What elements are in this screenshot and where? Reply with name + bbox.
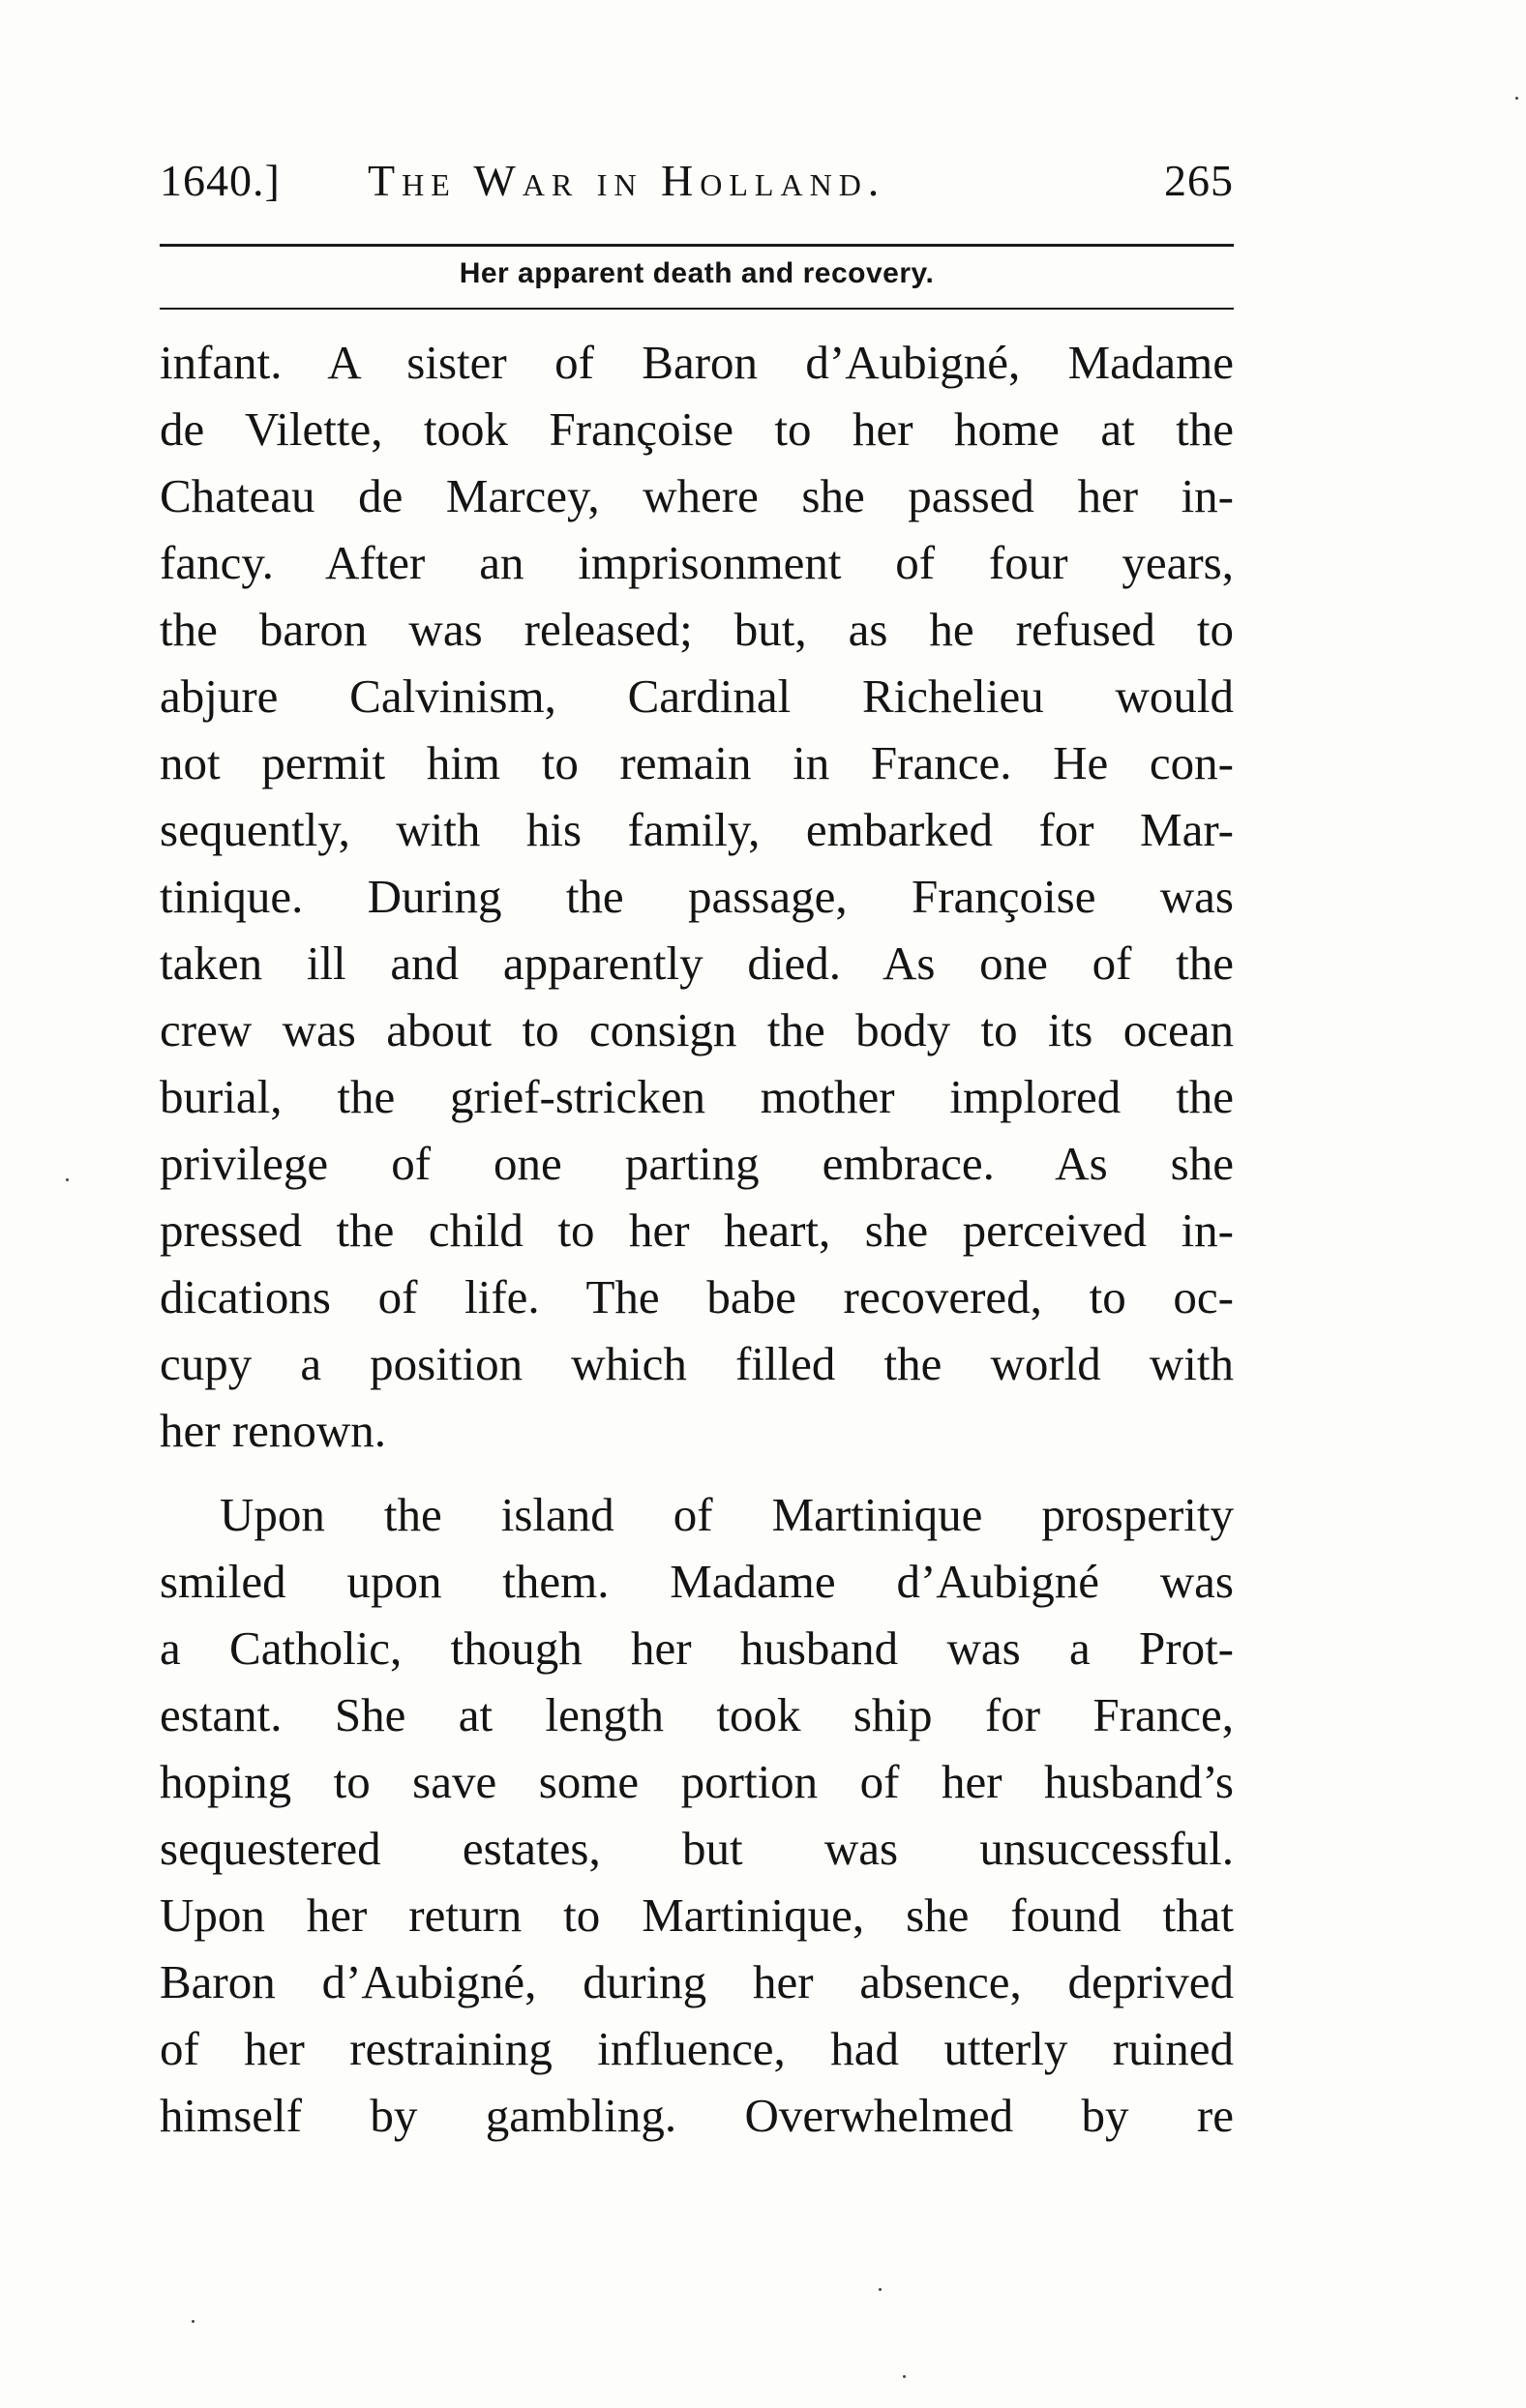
text-line: fancy. After an imprisonment of four years, xyxy=(160,536,1234,589)
text-line: of her restraining influence, had utterly ruined xyxy=(160,2022,1234,2075)
text-line: infant. A sister of Baron d’Aubigné, Madame xyxy=(160,336,1234,389)
text-line: taken ill and apparently died. As one of the xyxy=(160,936,1234,990)
running-header xyxy=(160,155,1234,223)
text-line: smiled upon them. Madame d’Aubigné was xyxy=(160,1555,1234,1608)
text-line: burial, the grief-stricken mother implored the xyxy=(160,1070,1234,1123)
page-number: 265 xyxy=(1164,156,1234,205)
text-line: a Catholic, though her husband was a Prot- xyxy=(160,1621,1234,1675)
text-line: Upon the island of Martinique prosperity xyxy=(220,1488,1234,1541)
text-line: tinique. During the passage, Françoise was xyxy=(160,870,1234,923)
header-rule xyxy=(160,244,1234,247)
text-line: dications of life. The babe recovered, to oc- xyxy=(160,1270,1234,1323)
header-title: The War in Holland. xyxy=(368,156,886,205)
text-line: abjure Calvinism, Cardinal Richelieu would xyxy=(160,669,1234,723)
paper-speck xyxy=(879,2288,882,2291)
text-line: Chateau de Marcey, where she passed her in- xyxy=(160,469,1234,522)
paper-speck xyxy=(1515,97,1518,100)
paper-speck xyxy=(192,2320,194,2323)
paragraph-gap xyxy=(160,1464,1234,1481)
paper-speck xyxy=(66,1178,69,1181)
text-line: crew was about to consign the body to its ocean xyxy=(160,1003,1234,1056)
text-line: estant. She at length took ship for France, xyxy=(160,1688,1234,1741)
paper-speck xyxy=(903,2375,906,2378)
text-line: privilege of one parting embrace. As she xyxy=(160,1137,1234,1190)
section-subheading: Her apparent death and recovery. xyxy=(459,257,935,289)
text-line: Upon her return to Martinique, she found that xyxy=(160,1888,1234,1942)
text-line: hoping to save some portion of her husband’s xyxy=(160,1755,1234,1808)
subheading-rule xyxy=(160,308,1234,310)
text-line: pressed the child to her heart, she perceived in- xyxy=(160,1204,1234,1257)
text-line: himself by gambling. Overwhelmed by re xyxy=(160,2089,1234,2142)
paragraph-1 xyxy=(160,329,1234,1464)
text-line: Baron d’Aubigné, during her absence, deprived xyxy=(160,1955,1234,2008)
text-line: the baron was released; but, as he refused to xyxy=(160,603,1234,656)
text-line: de Vilette, took Françoise to her home at the xyxy=(160,402,1234,456)
paragraph-2 xyxy=(160,1481,1234,2149)
text-line: cupy a position which filled the world with xyxy=(160,1337,1234,1390)
text-line: her renown. xyxy=(160,1404,387,1457)
text-line: sequestered estates, but was unsuccessful. xyxy=(160,1822,1234,1875)
body-text xyxy=(160,329,1234,2149)
text-line: not permit him to remain in France. He con- xyxy=(160,736,1234,789)
header-year: 1640.] xyxy=(160,156,281,205)
text-line: sequently, with his family, embarked for Mar- xyxy=(160,803,1234,856)
